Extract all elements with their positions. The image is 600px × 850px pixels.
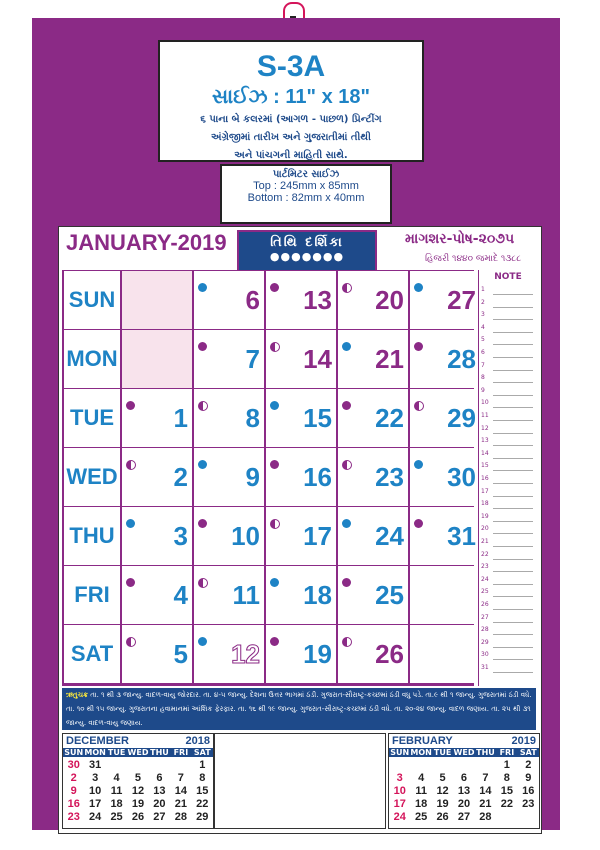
mini-weekday: FRI bbox=[173, 748, 189, 757]
notes-column bbox=[478, 270, 537, 686]
day-cell bbox=[266, 566, 336, 624]
moon-phase-icon bbox=[126, 401, 135, 410]
date-number: 5 bbox=[173, 639, 188, 669]
note-line bbox=[493, 609, 533, 610]
note-line bbox=[493, 508, 533, 509]
date-number: 17 bbox=[303, 521, 332, 551]
notes-heading: NOTE bbox=[494, 272, 522, 282]
note-line bbox=[493, 420, 533, 421]
date-number: 2 bbox=[173, 462, 188, 492]
note-line-number: 25 bbox=[481, 588, 489, 596]
moon-phase-icon bbox=[270, 342, 280, 352]
note-line-number: 9 bbox=[481, 386, 485, 394]
date-number: 6 bbox=[245, 285, 260, 315]
note-line-number: 4 bbox=[481, 323, 485, 331]
date-number: 1 bbox=[173, 403, 188, 433]
mini-date: 4 bbox=[113, 772, 120, 784]
mini-date bbox=[453, 759, 474, 771]
mini-calendar-december bbox=[62, 733, 214, 829]
mini-weekday: WED bbox=[453, 748, 475, 757]
day-cell bbox=[410, 625, 480, 683]
mini-year: 2018 bbox=[185, 735, 210, 747]
day-cell bbox=[122, 448, 192, 506]
mini-date: 16 bbox=[522, 785, 535, 797]
moon-phase-icon bbox=[198, 283, 207, 292]
weather-title: ઋતુચક્ર bbox=[66, 691, 88, 699]
description-line-1: ૬ પાના બે કલરમાં (આગળ - પાછળ) પ્રિન્ટીંગ bbox=[200, 114, 382, 125]
note-line-number: 16 bbox=[481, 475, 489, 482]
mini-weekday: TUE bbox=[107, 748, 126, 757]
moon-phase-icon bbox=[198, 637, 207, 646]
mini-date: 7 bbox=[177, 772, 184, 784]
mini-date bbox=[496, 811, 517, 823]
moon-phase-icon bbox=[342, 401, 351, 410]
date-number: 30 bbox=[447, 462, 476, 492]
note-line bbox=[493, 458, 533, 459]
date-number: 20 bbox=[375, 285, 404, 315]
mini-date: 1 bbox=[199, 759, 206, 771]
day-cell bbox=[266, 389, 336, 447]
note-line-number: 1 bbox=[481, 286, 485, 293]
logo-dots: ●●●●●●● bbox=[269, 250, 345, 263]
mini-date: 6 bbox=[460, 772, 468, 784]
note-line bbox=[493, 533, 533, 534]
mini-date: 4 bbox=[418, 772, 425, 784]
moon-phase-icon bbox=[270, 637, 279, 646]
note-line-number: 10 bbox=[481, 399, 489, 407]
mini-date: 18 bbox=[415, 798, 428, 810]
day-cell bbox=[338, 271, 408, 329]
date-number: 16 bbox=[303, 462, 332, 492]
mini-date: 3 bbox=[396, 772, 403, 784]
date-number: 4 bbox=[173, 580, 188, 610]
mini-weekday: MON bbox=[410, 748, 432, 757]
note-line-number: 26 bbox=[481, 601, 489, 608]
mini-date: 5 bbox=[134, 772, 142, 784]
mini-date: 26 bbox=[131, 811, 145, 823]
day-cell bbox=[410, 389, 480, 447]
moon-phase-icon bbox=[198, 578, 208, 588]
date-number: 29 bbox=[447, 403, 476, 433]
note-line bbox=[493, 294, 533, 295]
hijri-date: હિજરી ૧૪૪૦ જમાદે ૧૩૮૮ bbox=[425, 254, 522, 264]
mini-date: 25 bbox=[415, 811, 428, 823]
date-number: 3 bbox=[173, 521, 188, 551]
mini-date: 8 bbox=[503, 772, 510, 784]
note-line bbox=[493, 357, 533, 358]
moon-phase-icon bbox=[198, 401, 208, 411]
note-line bbox=[493, 546, 533, 547]
day-cell bbox=[194, 625, 264, 683]
weekday-label-thu: THU bbox=[64, 507, 120, 565]
day-cell bbox=[338, 625, 408, 683]
moon-phase-icon bbox=[270, 578, 279, 587]
mini-month-name: FEBRUARY bbox=[392, 735, 453, 747]
mini-date: 23 bbox=[67, 811, 80, 823]
weekday-label-sun: SUN bbox=[64, 271, 120, 329]
weekday-label-tue: TUE bbox=[64, 389, 120, 447]
moon-phase-icon bbox=[126, 519, 135, 528]
note-line-number: 2 bbox=[481, 298, 485, 306]
mini-date: 17 bbox=[393, 798, 406, 810]
note-line-number: 12 bbox=[481, 424, 489, 432]
mini-date: 9 bbox=[70, 785, 77, 797]
mini-weekday: THU bbox=[476, 748, 495, 757]
mini-date: 1 bbox=[503, 759, 510, 771]
note-line bbox=[493, 634, 533, 635]
mini-weekday: MON bbox=[84, 748, 106, 757]
mini-date bbox=[475, 759, 496, 771]
mini-date: 19 bbox=[131, 798, 145, 810]
note-line bbox=[493, 559, 533, 560]
mini-date: 24 bbox=[393, 811, 406, 823]
mini-date: 20 bbox=[153, 798, 166, 810]
note-line bbox=[493, 407, 533, 408]
note-line bbox=[493, 319, 533, 320]
note-line bbox=[493, 584, 533, 585]
date-number: 14 bbox=[303, 344, 332, 374]
note-line-number: 14 bbox=[481, 449, 489, 457]
note-line-number: 5 bbox=[481, 336, 485, 344]
note-line bbox=[493, 470, 533, 471]
note-line-number: 15 bbox=[481, 462, 489, 470]
day-cell bbox=[266, 625, 336, 683]
mini-date: 27 bbox=[153, 811, 166, 823]
note-line bbox=[493, 647, 533, 648]
mini-date: 20 bbox=[457, 798, 471, 810]
perforation-bottom: Bottom : 82mm x 40mm bbox=[247, 192, 365, 204]
note-line bbox=[493, 445, 533, 446]
size-label: સાઈઝ : 11" x 18" bbox=[212, 86, 370, 108]
mini-year: 2019 bbox=[511, 735, 536, 747]
moon-phase-icon bbox=[342, 460, 352, 470]
moon-phase-icon bbox=[414, 283, 423, 292]
mini-date: 21 bbox=[174, 798, 187, 810]
mini-date: 7 bbox=[482, 772, 489, 784]
mini-date: 13 bbox=[457, 785, 471, 797]
perforation-top: Top : 245mm x 85mm bbox=[253, 180, 359, 192]
note-line-number: 21 bbox=[481, 538, 489, 545]
day-cell bbox=[338, 448, 408, 506]
day-cell bbox=[410, 566, 480, 624]
moon-phase-icon bbox=[342, 637, 352, 647]
mini-date: 26 bbox=[436, 811, 449, 823]
mini-month-name: DECEMBER bbox=[66, 735, 129, 747]
mini-weekday: TUE bbox=[433, 748, 452, 757]
note-line-number: 18 bbox=[481, 500, 489, 508]
mini-date: 13 bbox=[153, 785, 166, 797]
mini-weekday-row bbox=[63, 748, 213, 757]
note-line-number: 27 bbox=[481, 613, 489, 621]
mini-weekday: SAT bbox=[193, 748, 211, 757]
perforation-size-box bbox=[220, 164, 392, 224]
mini-date: 28 bbox=[174, 811, 187, 823]
date-number: 7 bbox=[245, 344, 260, 374]
note-line-number: 13 bbox=[481, 437, 489, 445]
day-cell bbox=[338, 330, 408, 388]
blank-ad-space bbox=[214, 733, 386, 829]
date-number: 27 bbox=[447, 285, 476, 315]
day-cell bbox=[338, 389, 408, 447]
date-number: 31 bbox=[447, 521, 476, 551]
mini-date: 5 bbox=[439, 772, 446, 784]
mini-date bbox=[127, 759, 148, 771]
note-line bbox=[493, 496, 533, 497]
mini-date: 10 bbox=[89, 785, 102, 797]
date-number: 23 bbox=[375, 462, 404, 492]
day-cell bbox=[410, 507, 480, 565]
moon-phase-icon bbox=[270, 401, 279, 410]
mini-date: 12 bbox=[436, 785, 449, 797]
day-cell bbox=[194, 507, 264, 565]
mini-weekday: FRI bbox=[499, 748, 515, 757]
note-line bbox=[493, 659, 533, 660]
note-line-number: 28 bbox=[481, 626, 489, 634]
day-cell bbox=[122, 271, 192, 329]
moon-phase-icon bbox=[414, 342, 423, 351]
description-line-3: અને પાંચગની માહિતી સાથે. bbox=[234, 150, 348, 161]
note-line-number: 31 bbox=[481, 664, 489, 671]
date-number: 9 bbox=[245, 462, 260, 492]
month-grid bbox=[62, 270, 474, 686]
note-line-number: 11 bbox=[481, 412, 489, 419]
day-cell bbox=[266, 507, 336, 565]
mini-date: 22 bbox=[500, 798, 513, 810]
moon-phase-icon bbox=[414, 460, 423, 469]
mini-date: 23 bbox=[522, 798, 535, 810]
moon-phase-icon bbox=[126, 460, 136, 470]
moon-phase-icon bbox=[342, 283, 352, 293]
date-number: 18 bbox=[303, 580, 332, 610]
note-line bbox=[493, 433, 533, 434]
mini-calendar-february bbox=[388, 733, 540, 829]
moon-phase-icon bbox=[414, 519, 423, 528]
day-cell bbox=[410, 330, 480, 388]
day-cell bbox=[122, 330, 192, 388]
mini-date: 10 bbox=[393, 785, 406, 797]
date-number: 11 bbox=[232, 580, 260, 610]
day-cell bbox=[410, 271, 480, 329]
note-line-number: 6 bbox=[481, 349, 485, 356]
mini-date: 24 bbox=[89, 811, 102, 823]
day-cell bbox=[122, 625, 192, 683]
moon-phase-icon bbox=[198, 519, 207, 528]
moon-phase-icon bbox=[198, 460, 207, 469]
mini-date bbox=[170, 759, 191, 771]
date-number: 19 bbox=[303, 639, 332, 669]
weekday-label-wed: WED bbox=[64, 448, 120, 506]
weekday-label-mon: MON bbox=[64, 330, 120, 388]
date-number: 28 bbox=[447, 344, 476, 374]
note-line bbox=[493, 395, 533, 396]
mini-date bbox=[389, 759, 410, 771]
mini-date: 3 bbox=[92, 772, 99, 784]
note-line bbox=[493, 382, 533, 383]
mini-date bbox=[432, 759, 453, 771]
note-line-number: 7 bbox=[481, 361, 485, 369]
brand-logo bbox=[237, 230, 377, 272]
day-cell bbox=[194, 448, 264, 506]
perforation-title: પાર્ટમિટર સાઈઝ bbox=[272, 169, 340, 180]
mini-date: 8 bbox=[199, 772, 206, 784]
note-line-number: 30 bbox=[481, 651, 489, 659]
mini-date: 2 bbox=[525, 759, 532, 771]
day-cell bbox=[194, 330, 264, 388]
moon-phase-icon bbox=[126, 637, 136, 647]
logo-text: તિથિ દર્શિકા bbox=[270, 235, 344, 250]
note-line bbox=[493, 622, 533, 623]
mini-date: 15 bbox=[500, 785, 513, 797]
note-line bbox=[493, 571, 533, 572]
note-line-number: 23 bbox=[481, 563, 489, 571]
note-line-number: 22 bbox=[481, 550, 489, 558]
mini-date: 30 bbox=[67, 759, 80, 771]
mini-date: 9 bbox=[525, 772, 532, 784]
moon-phase-icon bbox=[198, 342, 207, 351]
spec-box bbox=[158, 40, 424, 162]
moon-phase-icon bbox=[342, 519, 351, 528]
mini-date: 21 bbox=[479, 798, 492, 810]
mini-date: 12 bbox=[131, 785, 145, 797]
note-line-number: 24 bbox=[481, 575, 489, 583]
date-number: 24 bbox=[375, 521, 404, 551]
moon-phase-icon bbox=[126, 578, 135, 587]
note-line-number: 17 bbox=[481, 487, 489, 495]
day-cell bbox=[122, 389, 192, 447]
mini-date: 29 bbox=[196, 811, 209, 823]
day-cell bbox=[410, 448, 480, 506]
description-line-2: અંગ્રેજીમાં તારીખ અને ગુજરાતીમાં તીથી bbox=[211, 132, 371, 143]
day-cell bbox=[338, 507, 408, 565]
month-title: JANUARY-2019 bbox=[66, 230, 227, 255]
moon-phase-icon bbox=[270, 283, 279, 292]
mini-date: 2 bbox=[70, 772, 77, 784]
mini-weekday: WED bbox=[127, 748, 149, 757]
day-cell bbox=[122, 507, 192, 565]
date-number: 22 bbox=[375, 403, 404, 433]
mini-date-grid bbox=[63, 757, 213, 823]
note-line bbox=[493, 370, 533, 371]
date-number: 25 bbox=[375, 580, 404, 610]
date-number: 21 bbox=[375, 344, 404, 374]
date-number: 12 bbox=[231, 639, 260, 669]
mini-date: 11 bbox=[415, 785, 427, 797]
note-line bbox=[493, 307, 533, 308]
mini-date: 22 bbox=[196, 798, 209, 810]
mini-weekday: THU bbox=[150, 748, 169, 757]
day-cell bbox=[266, 271, 336, 329]
note-line-number: 8 bbox=[481, 374, 485, 382]
mini-date: 11 bbox=[110, 785, 123, 797]
mini-date bbox=[410, 759, 431, 771]
note-line-number: 19 bbox=[481, 512, 489, 520]
date-number: 8 bbox=[245, 403, 260, 433]
mini-date bbox=[106, 759, 127, 771]
product-code: S-3A bbox=[256, 50, 326, 83]
mini-weekday: SUN bbox=[390, 748, 410, 757]
mini-date bbox=[149, 759, 170, 771]
day-cell bbox=[266, 330, 336, 388]
day-cell bbox=[194, 271, 264, 329]
note-line bbox=[493, 344, 533, 345]
note-line bbox=[493, 521, 533, 522]
moon-phase-icon bbox=[342, 342, 351, 351]
weather-text: તા. ૧ થી ૩ જાન્યુ. વાદળ-વાયુ જોરદાર. તા. ૪-૫ જાન્યુ. દેશના ઉત્તર ભાગમાં ઠંડી. ગુજરાત-સૌરાષ્ટ્ર-કચ્છમાં ઠંડી વધુ પડે. તા.૯ થી ૧ જાન્યુ. ગુજરાતમાં ઠંડી વધે. તા. ૧૦ થી ૧૫ જાન્યુ. ગુજરાતના હવામાનમાં આંશિક ફેરફાર. તા. ૧૬ થી ૧૯ જાન્યુ. ગુજરાત-સૌરાષ્ટ્ર-કચ્છમાં ઠંડી વધે. તા. ૨૦-૨૪ જાન્યુ. વાદળ જણાય. તા. ૨૫ થી ૩૧ જાન્યુ. વાદળ-વાયુ જણાય. bbox=[66, 691, 532, 727]
date-number: 13 bbox=[303, 285, 332, 315]
mini-date: 19 bbox=[436, 798, 449, 810]
date-number: 15 bbox=[303, 403, 332, 433]
note-line-number: 29 bbox=[481, 638, 489, 646]
moon-phase-icon bbox=[270, 519, 280, 529]
moon-phase-icon bbox=[270, 460, 279, 469]
mini-date: 15 bbox=[196, 785, 209, 797]
day-cell bbox=[266, 448, 336, 506]
day-cell bbox=[194, 389, 264, 447]
note-line-number: 20 bbox=[481, 525, 489, 533]
mini-weekday-row bbox=[389, 748, 539, 757]
note-line bbox=[493, 596, 533, 597]
note-line bbox=[493, 483, 533, 484]
day-cell bbox=[122, 566, 192, 624]
moon-phase-icon bbox=[342, 578, 351, 587]
day-cell bbox=[338, 566, 408, 624]
mini-date: 25 bbox=[110, 811, 123, 823]
mini-date-grid bbox=[389, 757, 539, 823]
mini-date: 17 bbox=[89, 798, 102, 810]
gujarati-month: માગશર-પોષ-૨૦૭૫ bbox=[405, 231, 515, 247]
date-number: 26 bbox=[375, 639, 404, 669]
mini-weekday: SUN bbox=[64, 748, 84, 757]
mini-date: 18 bbox=[110, 798, 123, 810]
weather-forecast-strip bbox=[62, 688, 536, 730]
mini-date: 14 bbox=[479, 785, 492, 797]
note-line bbox=[493, 672, 533, 673]
mini-date: 6 bbox=[156, 772, 163, 784]
mini-date: 31 bbox=[89, 759, 102, 771]
mini-weekday: SAT bbox=[519, 748, 537, 757]
mini-date: 28 bbox=[479, 811, 492, 823]
mini-date: 16 bbox=[67, 798, 80, 810]
day-cell bbox=[194, 566, 264, 624]
mini-date: 27 bbox=[457, 811, 471, 823]
mini-date: 14 bbox=[174, 785, 187, 797]
weekday-label-fri: FRI bbox=[64, 566, 120, 624]
weekday-label-sat: SAT bbox=[64, 625, 120, 683]
note-line bbox=[493, 332, 533, 333]
moon-phase-icon bbox=[414, 401, 424, 411]
date-number: 10 bbox=[231, 521, 260, 551]
note-line-number: 3 bbox=[481, 311, 485, 319]
